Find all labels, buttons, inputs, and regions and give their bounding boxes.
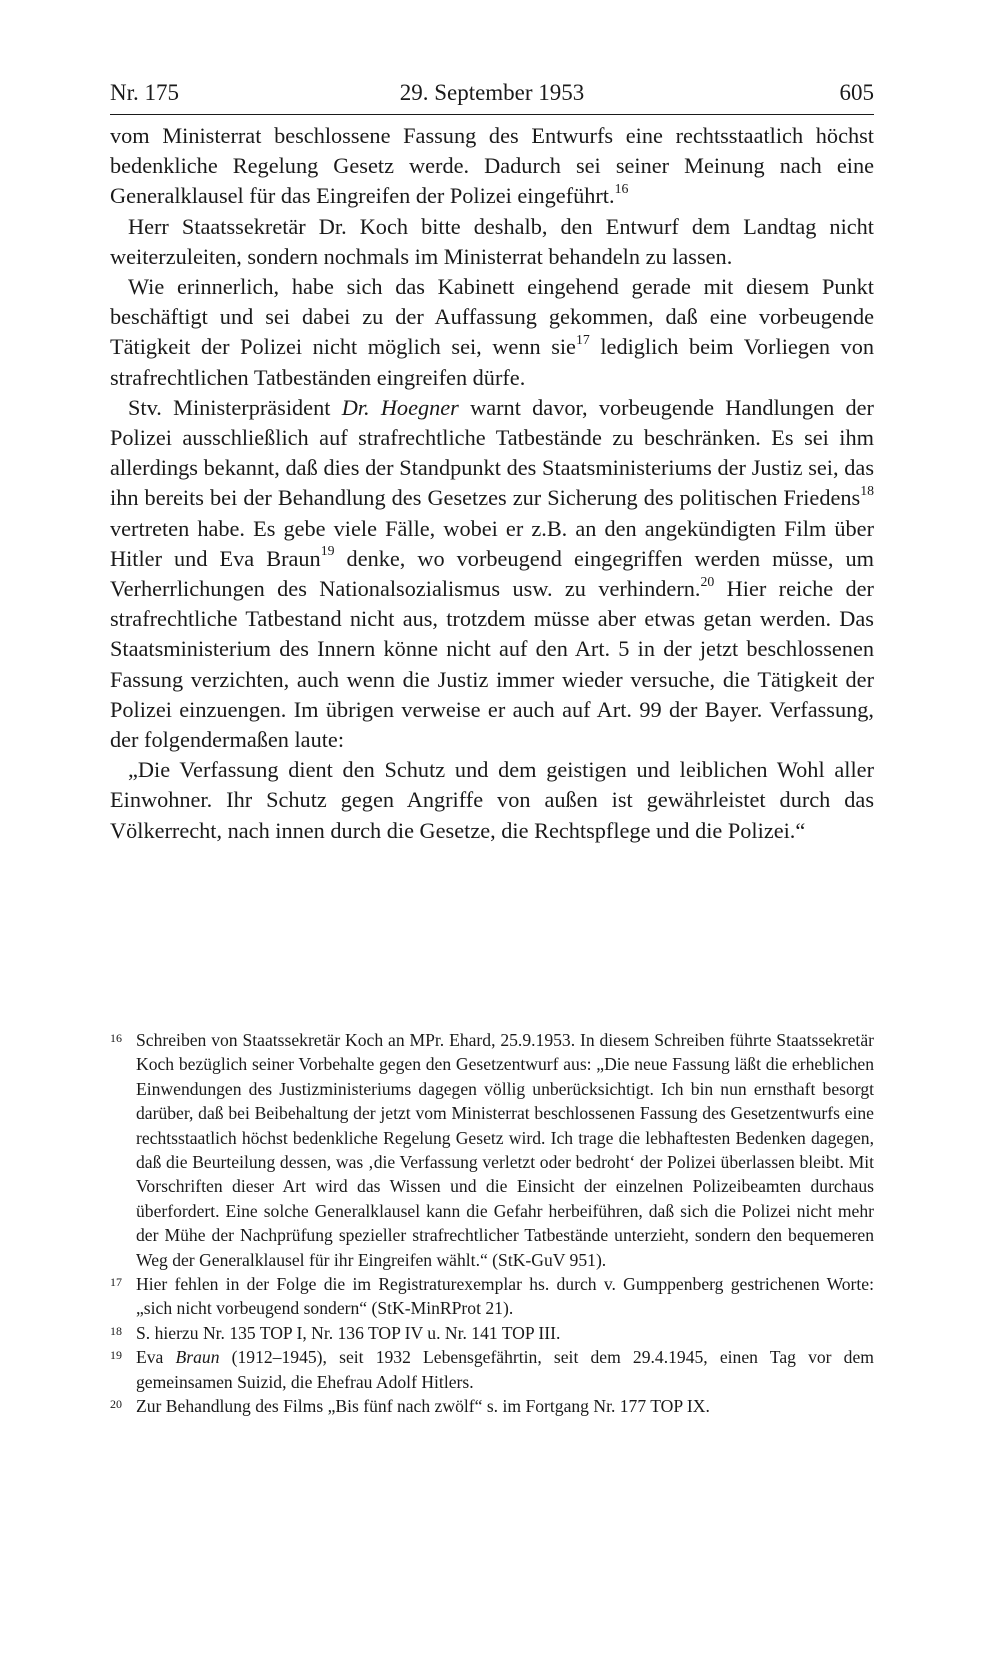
footnote-number: 20 [110,1397,122,1412]
footnote [110,1321,874,1345]
footnote [110,1272,874,1321]
footnote-number: 19 [110,1348,122,1363]
paragraph: Stv. Ministerpräsident Dr. Hoegner warnt davor, vorbeugende Handlungen der Polizei ausschließlich auf strafrechtliche Tatbestände zu beschränken. Es sei ihm allerdings bekannt, daß dies der Standpunkt des Staatsministeriums der Justiz sei, das ihn bereits bei der Behandlung des Gesetzes zur Sicherung des politischen Friedens$^{18}$ vertreten habe. Es gebe viele Fälle, wobei er z.B. an den angekündigten Film über Hitler und Eva Braun$^{19}$ denke, wo vorbeugend eingegriffen werden müsse, um Verherrlichungen des Nationalsozialismus usw. zu verhindern.$^{20}$ Hier reiche der strafrechtliche Tatbestand nicht aus, trotzdem müsse aber etwas getan werden. Das Staatsministerium des Innern könne nicht auf den Art. 5 in der jetzt beschlossenen Fassung verzichten, auch wenn die Justiz immer wieder versuche, die Tätigkeit der Polizei einzuengen. Im übrigen verweise er auch auf Art. 99 der Bayer. Verfassung, der folgendermaßen laute: [110,394,874,753]
paragraph: Wie erinnerlich, habe sich das Kabinett eingehend gerade mit diesem Punkt beschäftigt und sei dabei zu der Auffassung gekommen, daß eine vorbeugende Tätigkeit der Polizei nicht möglich sei, wenn sie$^{17}$ lediglich beim Vorliegen von strafrechtlichen Tatbeständen eingreifen dürfe. [110,274,874,390]
document-date: 29. September 1953 [399,80,585,105]
footnote [110,1028,874,1272]
footnote-reference[interactable]: 16 [614,180,629,196]
footnote-number: 16 [110,1031,122,1045]
page-number: 605 [839,80,874,105]
paragraph: Herr Staatssekretär Dr. Koch bitte deshalb, den Entwurf dem Landtag nicht weiterzuleiten, sondern nochmals im Ministerrat behandeln zu lassen. [110,213,874,269]
italic-name: Dr. Hoegner [341,394,459,420]
document-number: Nr. 175 [110,80,179,105]
footnote [110,1345,874,1394]
footnotes [110,1028,874,1419]
quotation-paragraph: „Die Verfassung dient den Schutz und dem geistigen und leiblichen Wohl aller Einwohner. Ihr Schutz gegen Angriffe von außen ist gewährleistet durch das Völkerrecht, nach innen durch die Gesetze, die Rechtspflege und die Polizei.“ [110,757,874,843]
footnote-reference[interactable]: 18 [860,482,874,498]
footnote-reference[interactable]: 20 [700,573,715,589]
page [110,78,874,846]
footnote-text: Schreiben von Staatssekretär Koch an MPr. Ehard, 25.9.1953. In diesem Schreiben führte Staatssekretär Koch bezüglich seiner Vorbehalte gegen den Gesetzentwurf aus: „Die neue Fassung läßt die erheblichen Einwendungen des Justizministeriums dagegen völlig unberücksichtigt. Ich bin nun ernsthaft besorgt darüber, daß bei Beibehaltung der jetzt vom Ministerrat beschlossenen Fassung des Gesetzentwurfs eine rechtsstaatlich höchst bedenkliche Regelung Gesetz wird. Ich trage die lebhaftesten Bedenken dagegen, daß die Beurteilung dessen, was ‚die Verfassung verletzt oder bedroht‘ der Polizei überlassen bleibt. Mit Vorschriften dieser Art wird das Wissen und die Einsicht der einzelnen Polizeibeamten durchaus überfordert. Eine solche Generalklausel kann die Gefahr herbeiführen, daß sich die Polizei nicht mehr der Mühe der Nachprüfung spezieller strafrechtlicher Tatbestände unterzieht, sondern den bequemeren Weg der Generalklausel für ihr Eingreifen wählt.“ (StK-GuV 951). [136,1030,874,1270]
footnote-text: S. hierzu Nr. 135 TOP I, Nr. 136 TOP IV u. Nr. 141 TOP III. [136,1322,561,1343]
footnote-reference[interactable]: 17 [575,331,590,347]
body-text [110,121,874,846]
footnote [110,1394,874,1418]
footnote-text: Eva Braun (1912–1945), seit 1932 Lebensgefährtin, seit dem 29.4.1945, einen Tag vor dem gemeinsamen Suizid, die Ehefrau Adolf Hitlers. [136,1347,874,1392]
footnote-text: Hier fehlen in der Folge die im Registraturexemplar hs. durch v. Gumppenberg gestrichenen Worte: „sich nicht vorbeugend sondern“ (StK-MinRProt 21). [136,1274,874,1319]
paragraph: vom Ministerrat beschlossene Fassung des Entwurfs eine rechtsstaatlich höchst bedenkliche Regelung Gesetz werde. Dadurch sei seiner Meinung nach eine Generalklausel für das Eingreifen der Polizei eingeführt.$^{16}$ [110,123,874,209]
footnote-reference[interactable]: 19 [320,543,335,559]
running-head [110,78,874,115]
italic-name: Braun [175,1347,220,1368]
footnote-number: 18 [110,1323,122,1338]
footnote-number: 17 [110,1275,122,1290]
footnote-text: Zur Behandlung des Films „Bis fünf nach zwölf“ s. im Fortgang Nr. 177 TOP IX. [136,1396,710,1417]
